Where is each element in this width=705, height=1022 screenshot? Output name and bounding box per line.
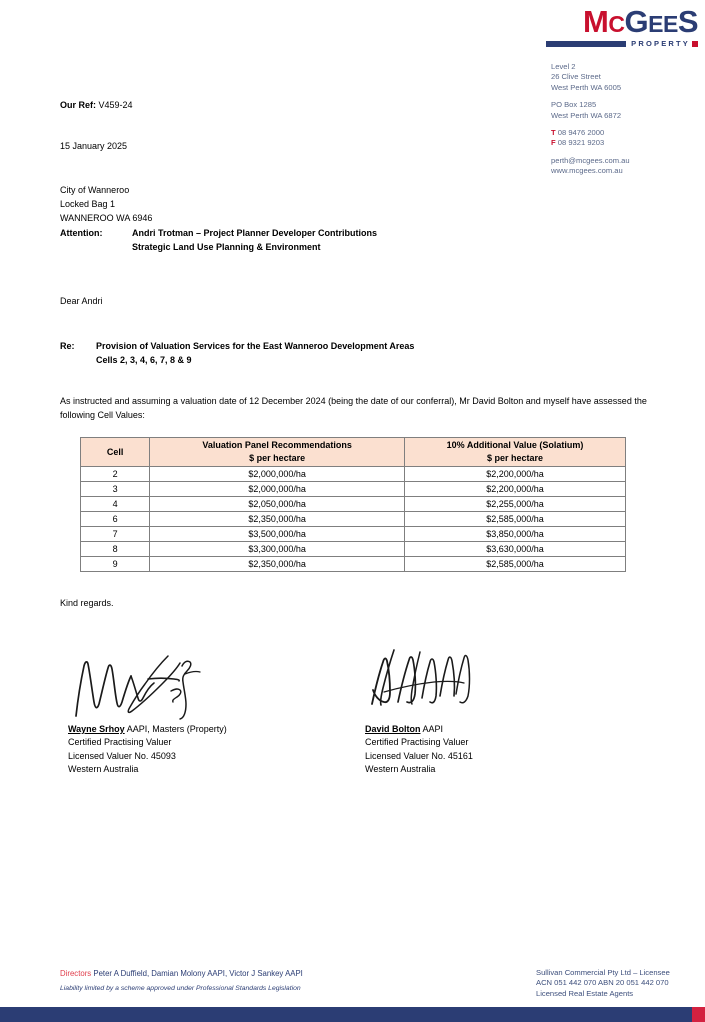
valuation-table-body	[81, 467, 626, 572]
subject-row-2	[60, 353, 414, 367]
logo-mc-text: MC	[583, 4, 625, 39]
column-header-recommendation-line1: Valuation Panel Recommendations	[202, 440, 352, 450]
signature-area	[60, 640, 620, 720]
valuation-table	[80, 437, 626, 572]
table-cell-solatium: $3,850,000/ha	[404, 527, 625, 542]
table-header-row	[81, 438, 626, 467]
table-row	[81, 542, 626, 557]
table-cell-number: 8	[81, 542, 150, 557]
fax-number: 08 9321 9203	[557, 138, 605, 148]
signatory-david-bolton	[365, 723, 473, 777]
table-cell-solatium: $2,200,000/ha	[404, 467, 625, 482]
table-row	[81, 512, 626, 527]
letterhead-address	[551, 62, 701, 177]
logo-wordmark	[546, 6, 698, 37]
email-address[interactable]: perth@mcgees.com.au	[551, 155, 630, 165]
signature-wayne-srhoy	[72, 640, 212, 720]
signatory-state: Western Australia	[68, 764, 139, 775]
table-row	[81, 482, 626, 497]
attention-name: Andri Trotman – Project Planner Developer Contributions	[132, 227, 378, 238]
salutation: Dear Andri	[60, 296, 103, 306]
signatory-licence: Licensed Valuer No. 45093	[68, 750, 176, 761]
valuation-table-head	[81, 438, 626, 467]
table-cell-number: 9	[81, 557, 150, 572]
fax-prefix: F	[551, 138, 556, 148]
column-header-cell-text: Cell	[106, 446, 124, 457]
website-url[interactable]: www.mcgees.com.au	[551, 166, 623, 176]
column-header-solatium	[404, 438, 625, 467]
footer-directors-row	[60, 968, 303, 979]
footer-directors-label: Directors	[60, 969, 92, 978]
signatory-wayne-srhoy	[68, 723, 227, 777]
company-logo	[546, 6, 698, 47]
attention-spacer	[60, 240, 132, 254]
recipient-locality: WANNEROO WA 6946	[60, 213, 153, 224]
attention-department-row	[60, 240, 377, 254]
logo-red-square	[692, 41, 698, 47]
footer-liability-statement: Liability limited by a scheme approved under Professional Standards Legislation	[60, 985, 301, 992]
recipient-organisation: City of Wanneroo	[60, 185, 130, 195]
signatory-qualifications: AAPI	[420, 724, 444, 734]
address-line-3: West Perth WA 6005	[551, 82, 622, 92]
column-header-solatium-line2: $ per hectare	[486, 453, 543, 463]
po-suburb-line: West Perth WA 6872	[551, 110, 622, 120]
table-cell-number: 7	[81, 527, 150, 542]
our-reference-value: V459-24	[98, 100, 133, 110]
table-cell-solatium: $2,585,000/ha	[404, 557, 625, 572]
table-cell-number: 6	[81, 512, 150, 527]
subject-spacer	[60, 353, 96, 367]
logo-property-text: PROPERTY	[631, 39, 690, 48]
signatory-title: Certified Practising Valuer	[68, 737, 172, 748]
table-row	[81, 467, 626, 482]
attention-label: Attention:	[60, 227, 103, 238]
signatory-qualifications: AAPI, Masters (Property)	[124, 724, 227, 734]
closing-line: Kind regards.	[60, 598, 114, 608]
address-line-2: 26 Clive Street	[551, 72, 601, 82]
logo-navy-bar	[546, 41, 626, 47]
phone-number: 08 9476 2000	[557, 128, 605, 138]
subject-label: Re:	[60, 341, 75, 351]
signatory-licence: Licensed Valuer No. 45161	[365, 750, 473, 761]
subject-line-1: Provision of Valuation Services for the East Wanneroo Development Areas	[96, 341, 415, 351]
footer-directors-names: Peter A Duffield, Damian Molony AAPI, Victor J Sankey AAPI	[91, 969, 303, 978]
fax-row	[551, 138, 701, 148]
signatory-name-row	[68, 723, 227, 736]
table-cell-solatium: $2,255,000/ha	[404, 497, 625, 512]
column-header-recommendation-line2: $ per hectare	[249, 453, 306, 463]
street-address-group	[551, 62, 701, 93]
table-cell-number: 3	[81, 482, 150, 497]
recipient-postal: Locked Bag 1	[60, 199, 116, 210]
our-reference	[60, 100, 133, 110]
table-row	[81, 557, 626, 572]
footer-licensee-block	[536, 968, 670, 999]
phone-row	[551, 128, 701, 138]
table-cell-number: 2	[81, 467, 150, 482]
logo-property-row	[546, 40, 698, 47]
po-box-line: PO Box 1285	[551, 100, 597, 110]
attention-department: Strategic Land Use Planning & Environment	[132, 241, 321, 252]
table-row	[81, 527, 626, 542]
table-cell-recommendation: $2,350,000/ha	[150, 557, 405, 572]
subject-line-2: Cells 2, 3, 4, 6, 7, 8 & 9	[96, 355, 192, 366]
signatory-name-row	[365, 723, 473, 736]
table-row	[81, 497, 626, 512]
table-cell-recommendation: $3,500,000/ha	[150, 527, 405, 542]
intro-paragraph: As instructed and assuming a valuation date of 12 December 2024 (being the date of our conferral), Mr David Bolton and myself have assessed the following Cell Values:	[60, 396, 647, 421]
letter-date: 15 January 2025	[60, 141, 128, 151]
column-header-cell	[81, 438, 150, 467]
phone-prefix: T	[551, 128, 556, 138]
table-cell-recommendation: $2,350,000/ha	[150, 512, 405, 527]
table-cell-number: 4	[81, 497, 150, 512]
table-cell-recommendation: $2,050,000/ha	[150, 497, 405, 512]
subject-block	[60, 339, 414, 367]
recipient-block	[60, 183, 377, 254]
signatory-name: David Bolton	[365, 724, 421, 734]
address-line-1: Level 2	[551, 62, 576, 71]
signatory-title: Certified Practising Valuer	[365, 737, 469, 748]
contact-numbers-group	[551, 128, 701, 149]
footer-red-accent	[692, 1007, 705, 1022]
signature-david-bolton	[364, 642, 484, 712]
column-header-recommendation	[150, 438, 405, 467]
table-cell-solatium: $3,630,000/ha	[404, 542, 625, 557]
table-cell-recommendation: $3,300,000/ha	[150, 542, 405, 557]
table-cell-solatium: $2,200,000/ha	[404, 482, 625, 497]
footer-directors-block	[60, 968, 303, 994]
table-cell-recommendation: $2,000,000/ha	[150, 467, 405, 482]
signatory-state: Western Australia	[365, 764, 436, 775]
table-cell-solatium: $2,585,000/ha	[404, 512, 625, 527]
table-cell-recommendation: $2,000,000/ha	[150, 482, 405, 497]
footer-navy-bar	[0, 1007, 705, 1022]
footer-licensee-name: Sullivan Commercial Pty Ltd – Licensee	[536, 968, 670, 977]
attention-row	[60, 226, 377, 240]
subject-row-1	[60, 339, 414, 353]
our-reference-label: Our Ref:	[60, 100, 96, 110]
footer-licensee-acn-abn: ACN 051 442 070 ABN 20 051 442 070	[536, 978, 669, 988]
column-header-solatium-line1: 10% Additional Value (Solatium)	[446, 440, 584, 450]
signatory-name: Wayne Srhoy	[68, 724, 125, 734]
postal-address-group	[551, 100, 701, 121]
online-contact-group	[551, 156, 701, 177]
logo-gees-text: GEES	[624, 4, 698, 39]
footer-licensee-agents: Licensed Real Estate Agents	[536, 988, 634, 998]
